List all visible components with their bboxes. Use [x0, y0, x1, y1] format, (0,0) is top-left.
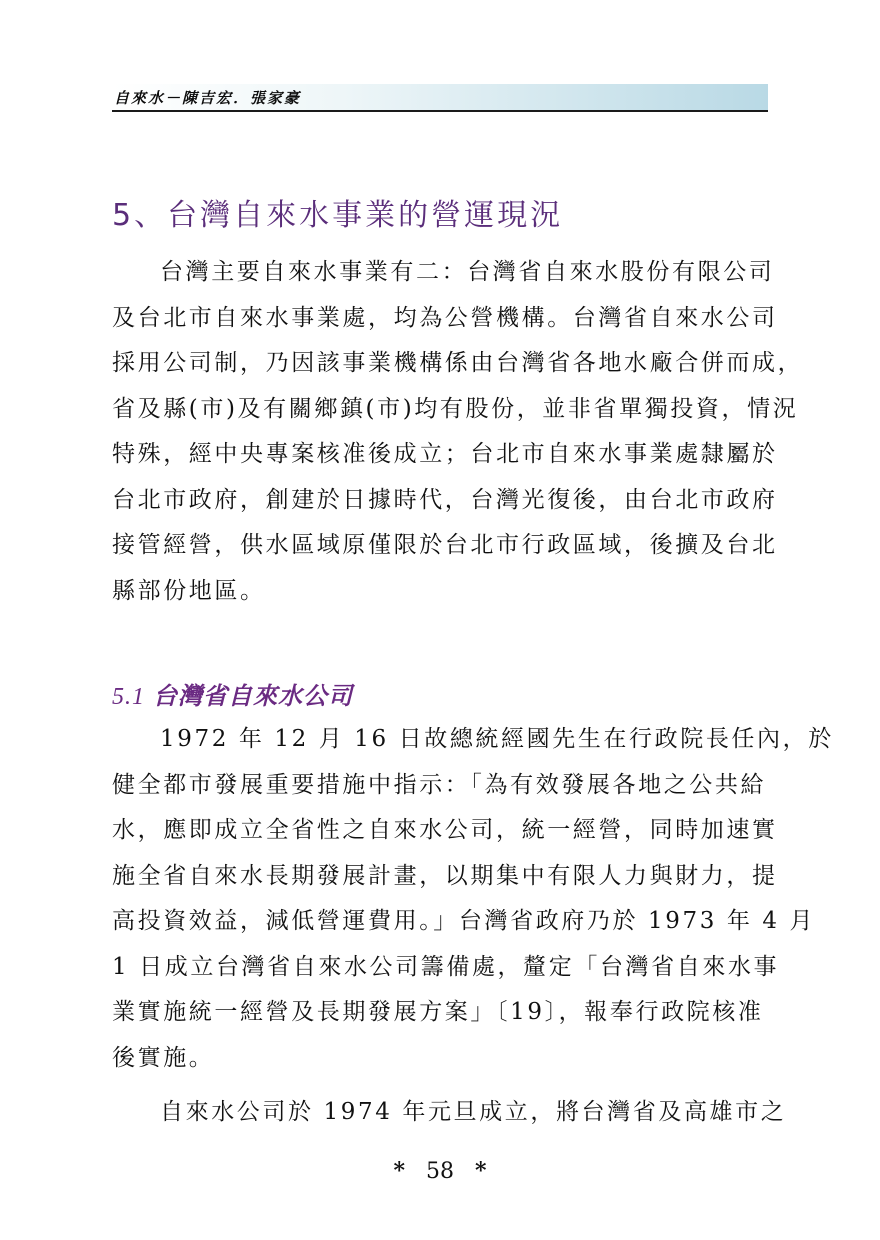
paragraph-line: 台灣主要自來水事業有二：台灣省自來水股份有限公司	[160, 259, 775, 285]
paragraph-line: 台北市政府，創建於日據時代，台灣光復後，由台北市政府	[112, 486, 778, 513]
paragraph-line: 及台北市自來水事業處，均為公營機構。台灣省自來水公司	[112, 304, 778, 331]
subsection-paragraph-2	[112, 1090, 787, 1136]
subsection-title	[112, 676, 353, 711]
paragraph-line: 省及縣(市)及有關鄉鎮(市)均有股份，並非省單獨投資，情況	[112, 395, 799, 422]
section-title: 5、台灣自來水事業的營運現況	[112, 198, 564, 233]
paragraph-line: 特殊，經中央專案核准後成立；台北市自來水事業處隸屬於	[112, 441, 778, 467]
subsection-paragraph	[112, 717, 834, 1081]
footer-star-right: *	[475, 1158, 487, 1184]
paragraph-line: 水，應即成立全省性之自來水公司，統一經營，同時加速實	[112, 817, 778, 843]
paragraph-line: 後實施。	[112, 1044, 215, 1071]
subsection-title-text: 台灣省自來水公司	[153, 682, 353, 710]
paragraph-line: 施全省自來水長期發展計畫，以期集中有限人力與財力，提	[112, 862, 778, 889]
paragraph-line: 1 日成立台灣省自來水公司籌備處，釐定「台灣省自來水事	[112, 953, 780, 980]
paragraph-line: 自來水公司於 1974 年元旦成立，將台灣省及高雄市之	[160, 1099, 787, 1125]
paragraph-line: 接管經營，供水區域原僅限於台北市行政區域，後擴及台北	[112, 532, 778, 558]
running-header	[112, 84, 768, 112]
paragraph-line: 高投資效益，減低營運費用。」台灣省政府乃於 1973 年 4 月	[112, 908, 816, 934]
paragraph-line: 業實施統一經營及長期發展方案」〔19〕，報奉行政院核准	[112, 999, 764, 1025]
subsection-number: 5.1	[112, 684, 145, 710]
paragraph-line: 健全都市發展重要措施中指示：「為有效發展各地之公共給	[112, 771, 767, 798]
running-header-title: 自來水－陳吉宏．張家豪	[114, 89, 302, 107]
paragraph-line: 採用公司制，乃因該事業機構係由台灣省各地水廠合併而成，	[112, 350, 804, 376]
page-number: 58	[426, 1159, 454, 1184]
paragraph-line: 1972 年 12 月 16 日故總統經國先生在行政院長任內，於	[160, 726, 834, 752]
paragraph-line: 縣部份地區。	[112, 577, 266, 604]
page-footer	[0, 1158, 880, 1184]
section-paragraph	[112, 250, 804, 614]
footer-star-left: *	[393, 1158, 405, 1184]
